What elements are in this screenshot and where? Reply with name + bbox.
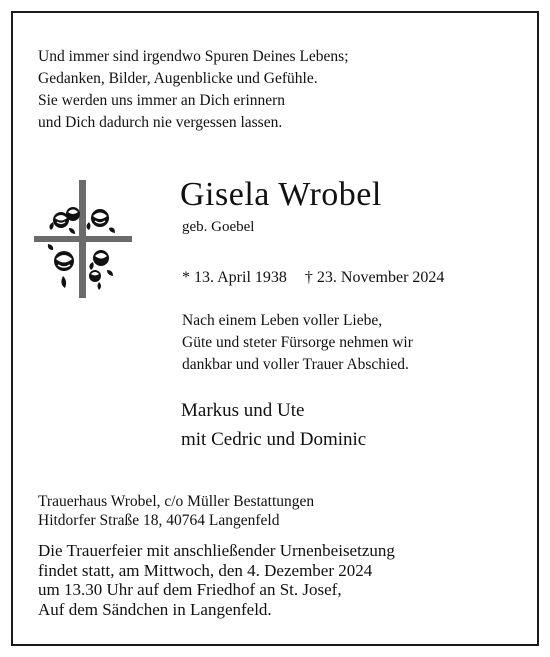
deceased-name: Gisela Wrobel	[180, 176, 382, 213]
farewell-line: dankbar und voller Trauer Abschied.	[182, 356, 409, 373]
poem-line: Und immer sind irgendwo Spuren Deines Lebens;	[38, 48, 349, 65]
rose-icon	[89, 270, 101, 290]
rose-icon	[66, 207, 80, 221]
address-line: Hitdorfer Straße 18, 40764 Langenfeld	[38, 512, 280, 529]
cross-horizontal-bar	[34, 236, 132, 242]
life-dates	[182, 269, 444, 287]
rose-icon	[87, 209, 116, 233]
birth-date: * 13. April 1938	[182, 269, 287, 286]
mourning-house-address	[38, 492, 314, 530]
service-line: Die Trauerfeier mit anschließender Urnenbeisetzung	[38, 541, 395, 560]
poem-line: Gedanken, Bilder, Augenblicke und Gefühle.	[38, 70, 318, 87]
mourner-line: mit Cedric und Dominic	[181, 429, 367, 450]
cross-with-roses-icon	[33, 178, 133, 300]
funeral-service-info	[38, 541, 395, 619]
poem	[38, 46, 349, 134]
maiden-name: geb. Goebel	[182, 219, 255, 235]
farewell-text	[182, 310, 413, 376]
mourner-line: Markus und Ute	[181, 400, 305, 421]
service-line: findet statt, am Mittwoch, den 4. Dezember 2024	[38, 560, 373, 580]
address-line: Trauerhaus Wrobel, c/o Müller Bestattungen	[38, 493, 315, 510]
rose-icon	[48, 244, 74, 288]
death-date: † 23. November 2024	[304, 269, 445, 286]
poem-line: Sie werden uns immer an Dich erinnern	[38, 92, 286, 109]
farewell-line: Nach einem Leben voller Liebe,	[182, 312, 383, 329]
service-line: Auf dem Sändchen in Langenfeld.	[38, 599, 272, 619]
poem-line: und Dich dadurch nie vergessen lassen.	[38, 114, 283, 131]
mourners	[181, 396, 366, 454]
service-line: um 13.30 Uhr auf dem Friedhof an St. Josef,	[38, 580, 342, 599]
farewell-line: Güte und steter Fürsorge nehmen wir	[182, 334, 413, 351]
